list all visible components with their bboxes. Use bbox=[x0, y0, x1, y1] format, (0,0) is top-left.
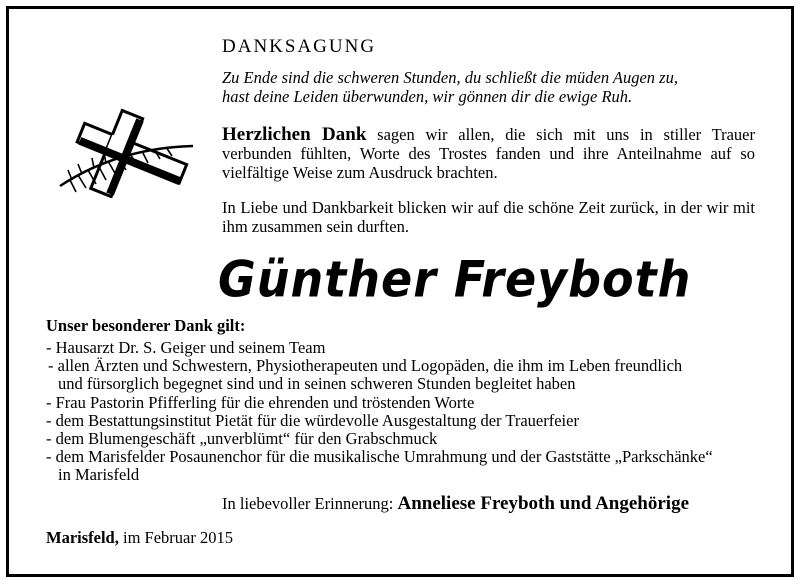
thanks-paragraph bbox=[222, 125, 755, 182]
poem-line: Zu Ende sind die schweren Stunden, du schließt die müden Augen zu, bbox=[222, 68, 678, 87]
thanks-text: sagen wir allen, die sich mit uns in stiller Trauer verbunden fühlten, Worte des Trostes fanden und ihre Anteilnahme auf so vielfältige Weise zum Ausdruck brachten. bbox=[222, 125, 755, 182]
memory-paragraph: In Liebe und Dankbarkeit blicken wir auf die schöne Zeit zurück, in der wir mit ihm zusammen sein durften. bbox=[222, 198, 755, 236]
list-item: und fürsorglich begegnet sind und in seinen schweren Stunden begleitet haben bbox=[58, 374, 576, 394]
list-item: - Hausarzt Dr. S. Geiger und seinem Team bbox=[46, 338, 326, 357]
list-item: in Marisfeld bbox=[58, 465, 140, 485]
thanks-lead: Herzlichen Dank bbox=[222, 124, 367, 145]
deceased-name: Günther Freyboth bbox=[218, 250, 692, 309]
notice-heading: DANKSAGUNG bbox=[222, 36, 377, 57]
memory-line bbox=[222, 493, 689, 515]
memory-label: In liebevoller Erinnerung: bbox=[222, 494, 398, 513]
poem bbox=[222, 68, 678, 106]
list-item: - Frau Pastorin Pfifferling für die ehrenden und tröstenden Worte bbox=[46, 392, 475, 412]
poem-line: hast deine Leiden überwunden, wir gönnen dir die ewige Ruh. bbox=[222, 87, 633, 106]
place-date bbox=[46, 528, 233, 548]
list-item: - dem Bestattungsinstitut Pietät für die würdevolle Ausgestaltung der Trauerfeier bbox=[46, 410, 579, 430]
list-item: - dem Marisfelder Posaunenchor für die musikalische Umrahmung und der Gaststätte „Parkschänke“ bbox=[46, 447, 713, 467]
list-item: - dem Blumengeschäft „unverblümt“ für den Grabschmuck bbox=[46, 429, 438, 449]
cross-with-palm-icon bbox=[48, 108, 198, 198]
signatories: Anneliese Freyboth und Angehörige bbox=[397, 493, 690, 514]
date: im Februar 2015 bbox=[118, 528, 233, 547]
special-thanks-title: Unser besonderer Dank gilt: bbox=[46, 316, 246, 335]
special-thanks-list bbox=[46, 339, 766, 485]
list-item: - allen Ärzten und Schwestern, Physiotherapeuten und Logopäden, die ihm im Leben freundlich bbox=[48, 356, 683, 376]
place: Marisfeld, bbox=[46, 528, 119, 547]
